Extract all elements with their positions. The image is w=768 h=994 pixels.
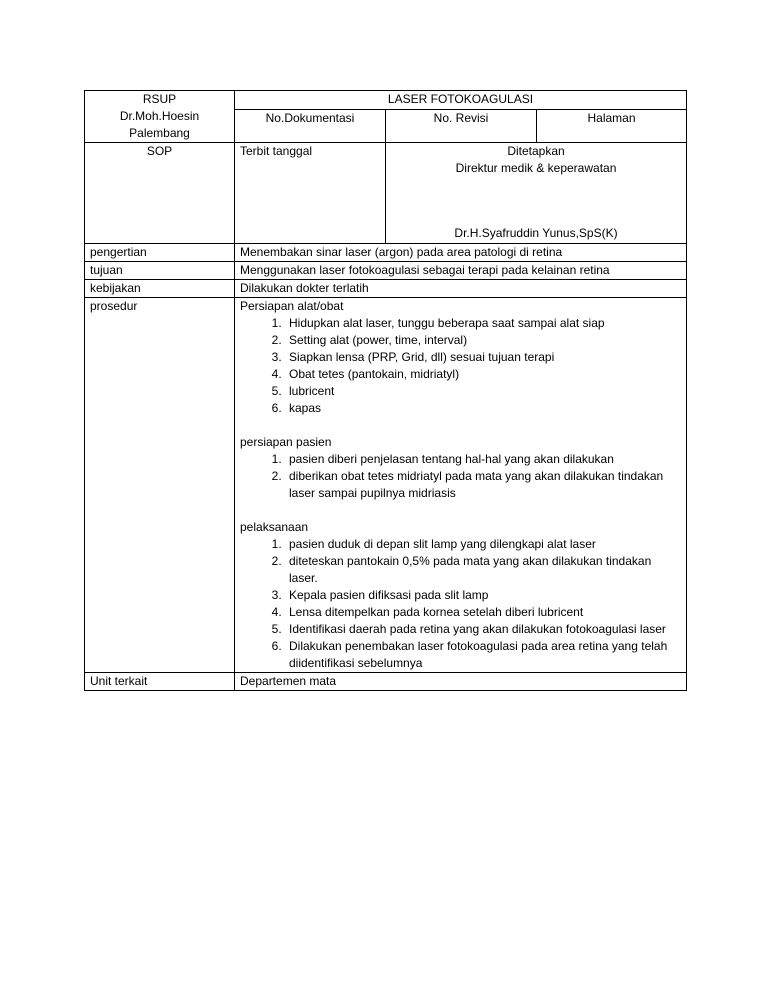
kebijakan-value: Dilakukan dokter terlatih [235,280,687,298]
pelaksanaan-list [240,536,681,672]
approved-label: Ditetapkan [507,144,565,158]
approver-name: Dr.H.Syafruddin Yunus,SpS(K) [454,226,618,240]
approver-title: Direktur medik & keperawatan [455,161,617,175]
prosedur-label: prosedur [85,298,235,673]
persiapan-alat-title: Persiapan alat/obat [240,299,344,313]
pengertian-value: Menembakan sinar laser (argon) pada area patologi di retina [235,244,687,262]
revision-label: No. Revisi [386,110,537,143]
sop-label: SOP [85,143,235,244]
doc-number-label: No.Dokumentasi [235,110,386,143]
approval-cell [386,143,687,244]
institution-line1: RSUP [142,92,177,106]
pengertian-label: pengertian [85,244,235,262]
kebijakan-label: kebijakan [85,280,235,298]
list-item: 3. Siapkan lensa (PRP, Grid, dll) sesuai tujuan terapi [285,349,681,366]
persiapan-alat-list [240,315,681,417]
list-item: 1. pasien duduk di depan slit lamp yang dilengkapi alat laser [285,536,681,553]
institution-cell [85,91,235,143]
list-item: 5. lubricent [285,383,681,400]
list-item: 2. diteteskan pantokain 0,5% pada mata yang akan dilakukan tindakan laser. [285,553,681,587]
document-title: LASER FOTOKOAGULASI [235,91,687,110]
list-item: 5. Identifikasi daerah pada retina yang akan dilakukan fotokoagulasi laser [285,621,681,638]
list-item: 4. Obat tetes (pantokain, midriatyl) [285,366,681,383]
tujuan-label: tujuan [85,262,235,280]
prosedur-content [235,298,687,673]
page-label: Halaman [537,110,687,143]
tujuan-value: Menggunakan laser fotokoagulasi sebagai terapi pada kelainan retina [235,262,687,280]
unit-label: Unit terkait [85,673,235,691]
list-item: 2. diberikan obat tetes midriatyl pada mata yang akan dilakukan tindakan laser sampai pupilnya midriasis [285,468,681,502]
persiapan-pasien-list [240,451,681,502]
pelaksanaan-title: pelaksanaan [240,520,309,534]
issue-date-label: Terbit tanggal [235,143,386,244]
list-item: 1. Hidupkan alat laser, tunggu beberapa saat sampai alat siap [285,315,681,332]
list-item: 2. Setting alat (power, time, interval) [285,332,681,349]
institution-line3: Palembang [129,126,190,140]
list-item: 4. Lensa ditempelkan pada kornea setelah diberi lubricent [285,604,681,621]
persiapan-pasien-title: persiapan pasien [240,435,332,449]
unit-value: Departemen mata [235,673,687,691]
institution-line2: Dr.Moh.Hoesin [119,109,200,123]
list-item: 6. Dilakukan penembakan laser fotokoagulasi pada area retina yang telah diidentifikasi sebelumnya [285,638,681,672]
sop-table [84,90,687,691]
list-item: 6. kapas [285,400,681,417]
list-item: 3. Kepala pasien difiksasi pada slit lamp [285,587,681,604]
list-item: 1. pasien diberi penjelasan tentang hal-hal yang akan dilakukan [285,451,681,468]
